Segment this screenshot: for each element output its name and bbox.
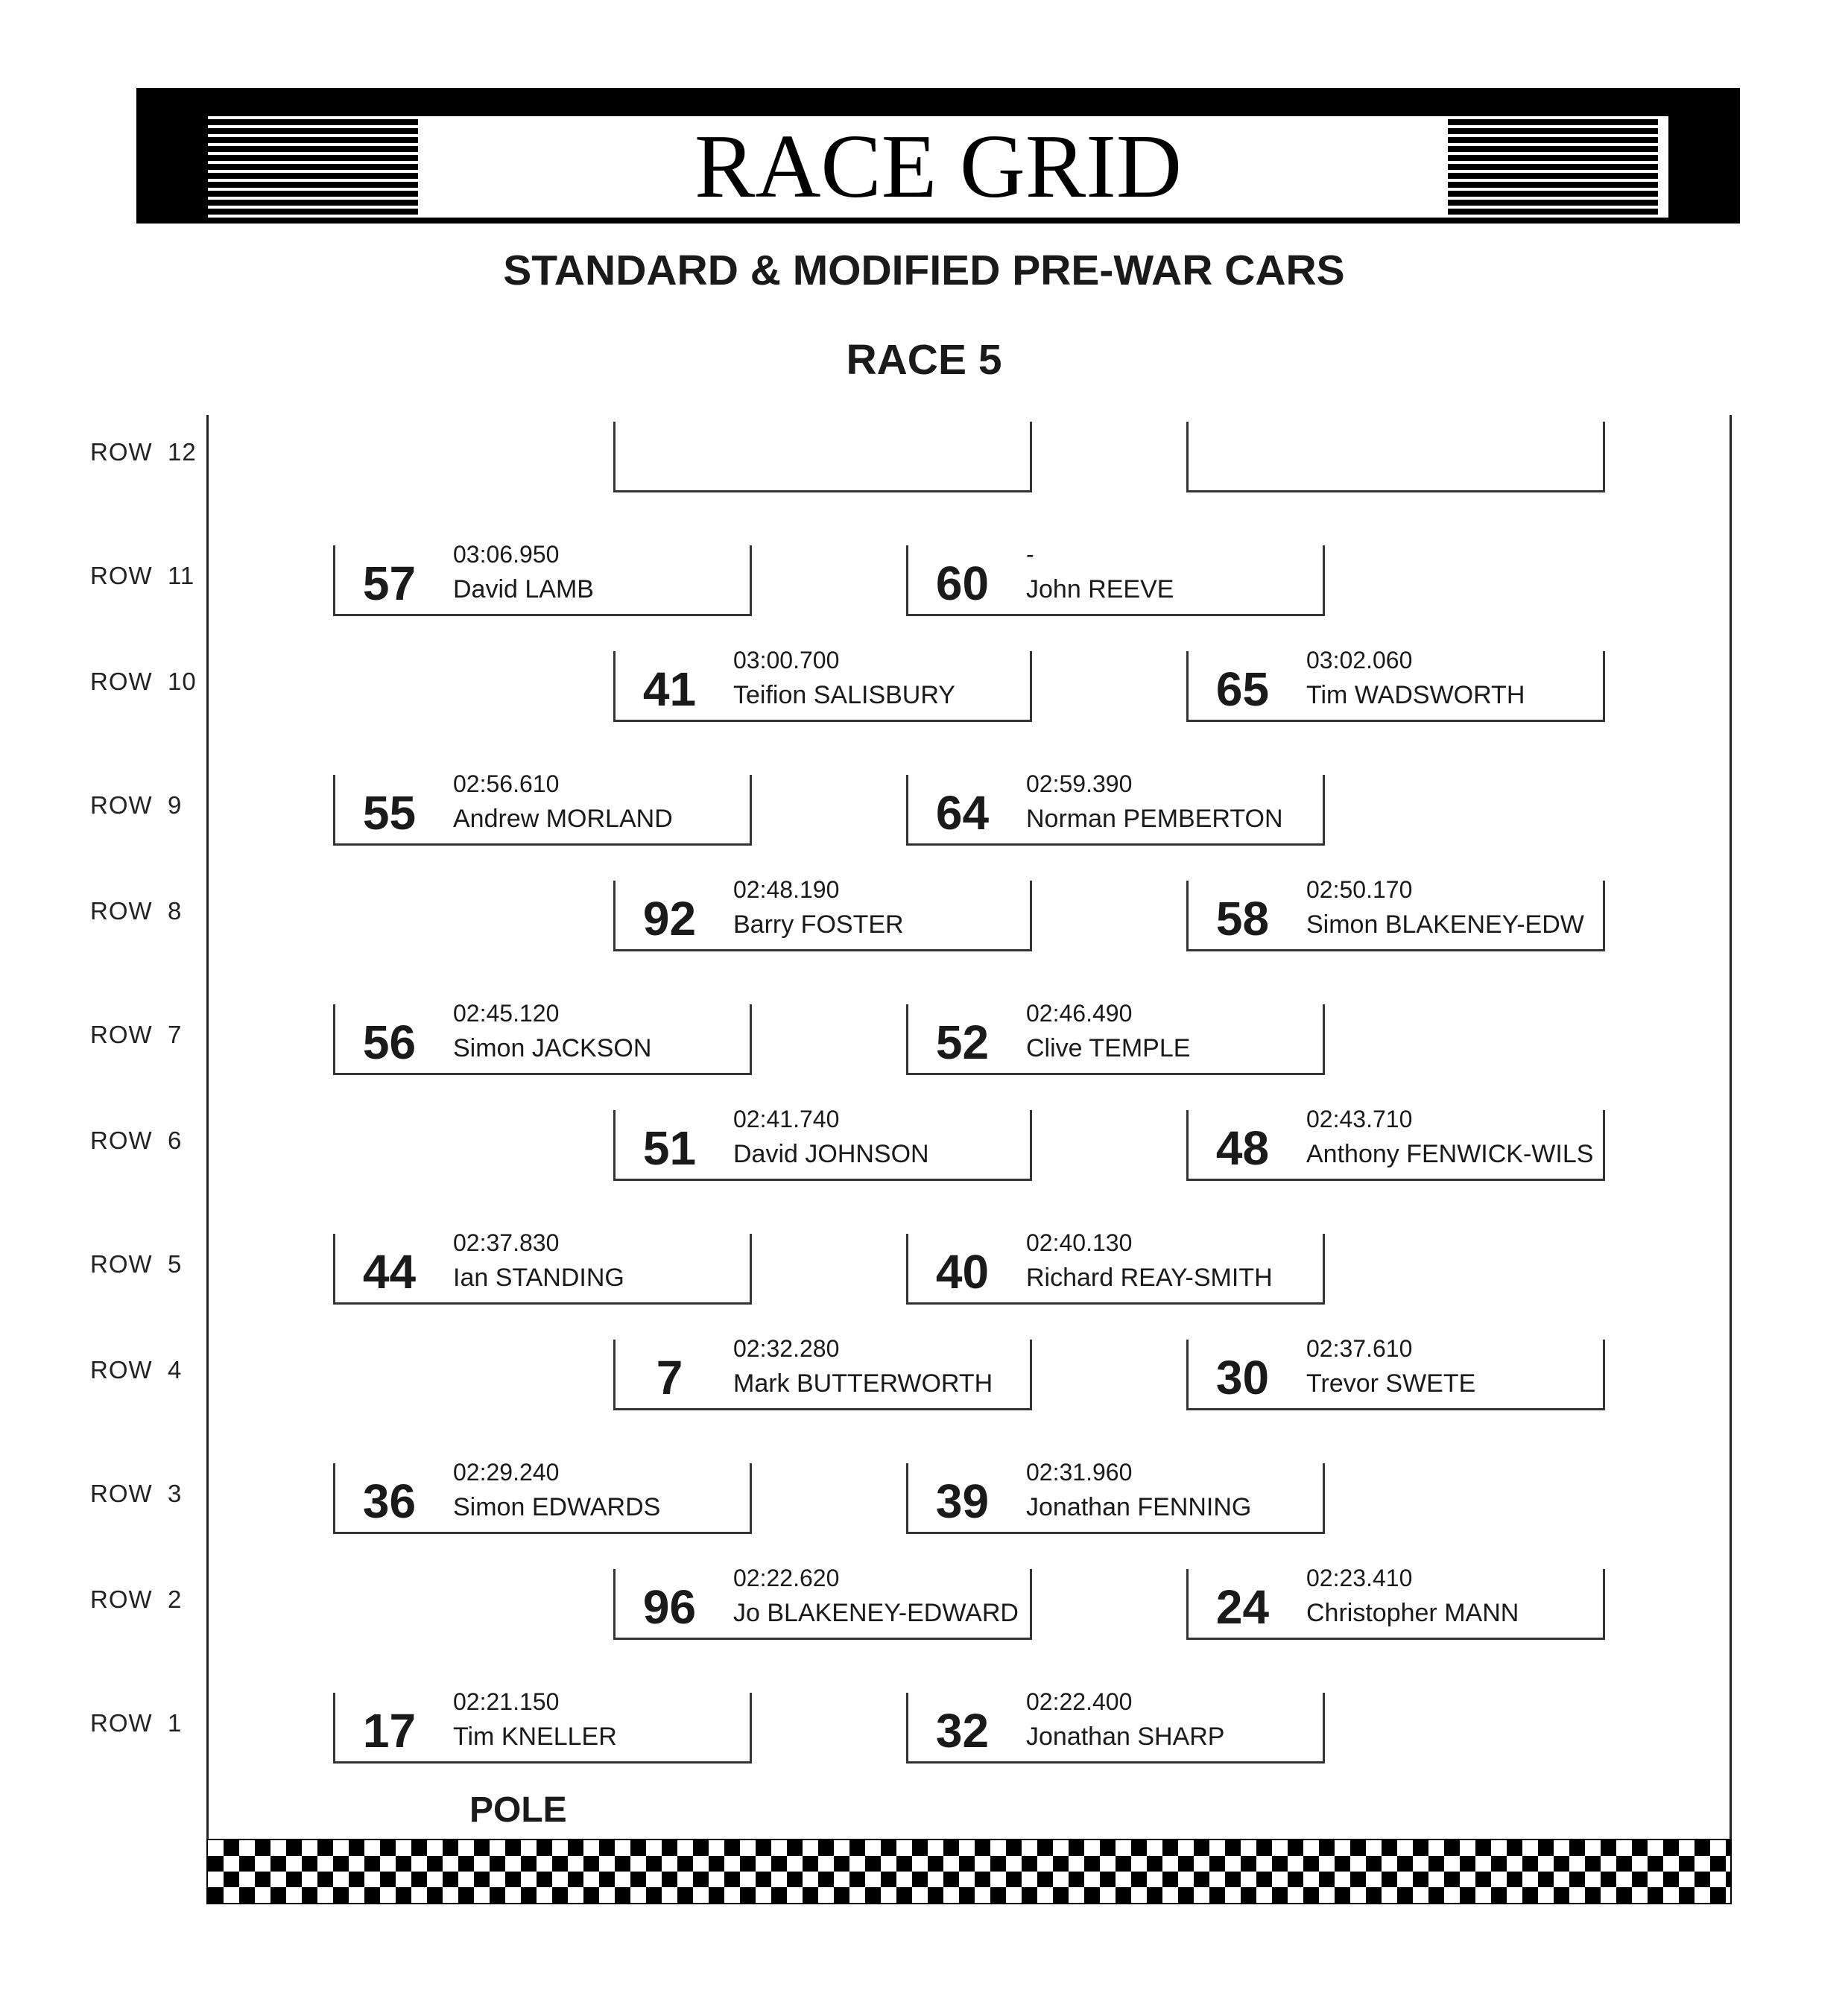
grid-slot xyxy=(613,1565,1032,1640)
car-number: 57 xyxy=(362,557,417,610)
lap-time: 02:59.390 xyxy=(1026,770,1133,797)
driver-name: Trevor SWETE xyxy=(1306,1369,1476,1398)
driver-name: Christopher MANN xyxy=(1306,1599,1519,1627)
row-label: ROW 2 xyxy=(90,1585,183,1613)
lap-time: 02:31.960 xyxy=(1026,1459,1133,1486)
header-banner xyxy=(136,88,1740,224)
grid-slot xyxy=(333,1459,752,1534)
car-number: 58 xyxy=(1215,892,1270,945)
lap-time: 02:43.710 xyxy=(1306,1106,1413,1132)
car-number: 48 xyxy=(1215,1121,1270,1175)
row-label: ROW 7 xyxy=(90,1021,183,1048)
row-label: ROW 3 xyxy=(90,1480,183,1507)
lap-time: 02:23.410 xyxy=(1306,1565,1413,1591)
driver-name: Tim WADSWORTH xyxy=(1306,681,1525,709)
driver-name: Norman PEMBERTON xyxy=(1026,805,1283,833)
lap-time: 03:06.950 xyxy=(453,541,560,568)
car-number: 36 xyxy=(362,1474,417,1528)
row-label: ROW 9 xyxy=(90,791,183,819)
row-label: ROW 1 xyxy=(90,1709,183,1737)
row-label: ROW 5 xyxy=(90,1250,183,1278)
car-number: 51 xyxy=(642,1121,697,1175)
lap-time: 02:21.150 xyxy=(453,1688,560,1715)
grid-slot xyxy=(906,770,1325,846)
car-number: 40 xyxy=(935,1245,990,1299)
pole-label: POLE xyxy=(469,1790,567,1830)
driver-name: Clive TEMPLE xyxy=(1026,1034,1191,1062)
car-number: 24 xyxy=(1215,1580,1270,1634)
row-label: ROW 4 xyxy=(90,1356,183,1384)
grid-right-border xyxy=(1730,415,1732,1842)
grid-slot-empty xyxy=(1186,422,1605,492)
driver-name: Anthony FENWICK-WILS xyxy=(1306,1140,1594,1168)
race-number: RACE 5 xyxy=(846,336,1002,384)
grid-slot xyxy=(906,541,1325,616)
lap-time: 02:41.740 xyxy=(733,1106,840,1132)
lap-time: 02:48.190 xyxy=(733,876,840,903)
car-number: 52 xyxy=(935,1015,990,1069)
grid-slot xyxy=(1186,647,1605,722)
grid-slot xyxy=(1186,1565,1605,1640)
driver-name: Teifion SALISBURY xyxy=(733,681,955,709)
lap-time: 02:40.130 xyxy=(1026,1229,1133,1256)
driver-name: Jonathan FENNING xyxy=(1026,1493,1252,1521)
grid-slot xyxy=(333,1229,752,1305)
grid-slot-empty xyxy=(613,422,1032,492)
grid-slot xyxy=(906,1459,1325,1534)
car-number: 96 xyxy=(642,1580,697,1634)
lap-time: - xyxy=(1026,541,1034,568)
driver-name: Jonathan SHARP xyxy=(1026,1723,1225,1751)
car-number: 65 xyxy=(1215,662,1270,716)
lap-time: 02:22.620 xyxy=(733,1565,840,1591)
car-number: 92 xyxy=(642,892,697,945)
driver-name: David JOHNSON xyxy=(733,1140,929,1168)
car-number: 17 xyxy=(362,1704,417,1758)
driver-name: David LAMB xyxy=(453,575,594,603)
grid-slot xyxy=(333,1000,752,1075)
lap-time: 02:56.610 xyxy=(453,770,560,797)
page-title: RACE GRID xyxy=(694,116,1183,217)
grid-slot xyxy=(613,1335,1032,1410)
car-number: 7 xyxy=(656,1351,683,1404)
car-number: 30 xyxy=(1215,1351,1270,1404)
lap-time: 02:50.170 xyxy=(1306,876,1413,903)
grid-slot xyxy=(906,1229,1325,1305)
row-label: ROW 8 xyxy=(90,897,183,925)
lap-time: 02:46.490 xyxy=(1026,1000,1133,1027)
car-number: 32 xyxy=(935,1704,990,1758)
driver-name: John REEVE xyxy=(1026,575,1174,603)
lap-time: 02:22.400 xyxy=(1026,1688,1133,1715)
driver-name: Jo BLAKENEY-EDWARD xyxy=(733,1599,1019,1627)
driver-name: Barry FOSTER xyxy=(733,910,904,939)
row-label: ROW 10 xyxy=(90,668,197,695)
row-label: ROW 11 xyxy=(90,562,195,589)
lap-time: 02:37.610 xyxy=(1306,1335,1413,1362)
grid-left-border xyxy=(206,415,209,1842)
row-label: ROW 6 xyxy=(90,1126,183,1154)
grid-slot xyxy=(906,1688,1325,1764)
car-number: 44 xyxy=(362,1245,417,1299)
car-number: 55 xyxy=(362,786,417,840)
driver-name: Tim KNELLER xyxy=(453,1723,617,1751)
grid-slot-pole xyxy=(333,1688,752,1764)
grid-slot xyxy=(1186,876,1605,951)
car-number: 39 xyxy=(935,1474,990,1528)
car-number: 64 xyxy=(935,786,990,840)
driver-name: Mark BUTTERWORTH xyxy=(733,1369,993,1398)
driver-name: Andrew MORLAND xyxy=(453,805,673,833)
grid-slot xyxy=(333,541,752,616)
lap-time: 03:02.060 xyxy=(1306,647,1413,674)
grid-slot xyxy=(906,1000,1325,1075)
driver-name: Ian STANDING xyxy=(453,1264,624,1292)
lap-time: 03:00.700 xyxy=(733,647,840,674)
lap-time: 02:37.830 xyxy=(453,1229,560,1256)
grid-slot xyxy=(613,876,1032,951)
car-number: 41 xyxy=(642,662,697,716)
driver-name: Richard REAY-SMITH xyxy=(1026,1264,1273,1292)
driver-name: Simon EDWARDS xyxy=(453,1493,661,1521)
lap-time: 02:45.120 xyxy=(453,1000,560,1027)
lap-time: 02:32.280 xyxy=(733,1335,840,1362)
lap-time: 02:29.240 xyxy=(453,1459,560,1486)
checkered-start-line xyxy=(206,1839,1732,1904)
driver-name: Simon JACKSON xyxy=(453,1034,652,1062)
grid-slot xyxy=(613,647,1032,722)
driver-name: Simon BLAKENEY-EDW xyxy=(1306,910,1584,939)
grid-slot xyxy=(613,1106,1032,1181)
car-number: 56 xyxy=(362,1015,417,1069)
grid-slot xyxy=(1186,1106,1605,1181)
grid-slot xyxy=(333,770,752,846)
row-label: ROW 12 xyxy=(90,438,197,466)
event-subtitle: STANDARD & MODIFIED PRE-WAR CARS xyxy=(503,247,1345,294)
car-number: 60 xyxy=(935,557,990,610)
grid-slot xyxy=(1186,1335,1605,1410)
